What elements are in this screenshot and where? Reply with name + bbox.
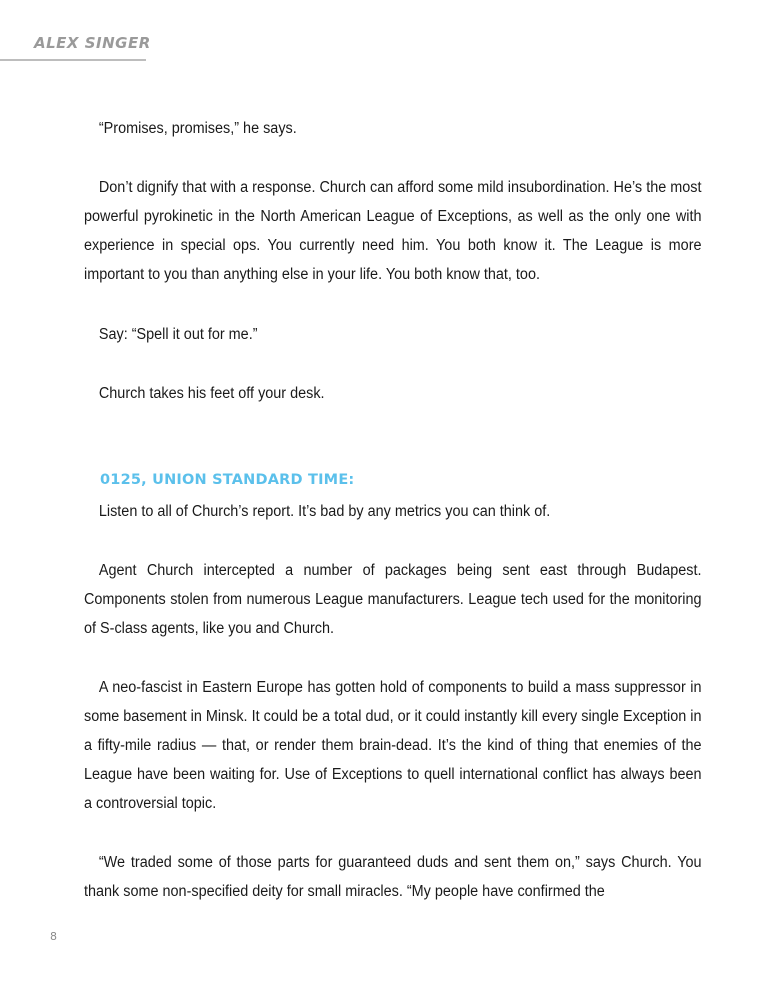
- paragraph-text: Say: “Spell it out for me.”: [98, 326, 258, 343]
- paragraph-text: Listen to all of Church’s report. It’s bad by any metrics you can think of.: [98, 503, 551, 520]
- paragraph-text: “Promises, promises,” he says.: [98, 120, 297, 137]
- paragraph-text: “We traded some of those parts for guaranteed duds and sent them on,” says Church. You thank some non-specified deity for small miracles. “My people have confirmed the: [84, 854, 702, 900]
- running-head-author: ALEX SINGER: [34, 34, 151, 52]
- paragraph-church-feet: [84, 379, 659, 408]
- section-heading-time: 0125, UNION STANDARD TIME:: [100, 472, 355, 488]
- paragraph-text: A neo-fascist in Eastern Europe has gotten hold of components to build a mass suppressor in some basement in Minsk. It could be a total dud, or it could instantly kill every single Exception in a fifty-mile radius — that, or render them brain-dead. It’s the kind of thing that enemies of the League have been waiting for. Use of Exceptions to quell international conflict has always been a controversial topic.: [84, 679, 702, 812]
- header-rule-divider: [0, 59, 146, 61]
- page-number: 8: [50, 930, 57, 943]
- paragraph-traded-parts: [84, 848, 702, 906]
- paragraph-spell-it-out: [84, 320, 659, 349]
- paragraph-text: Don’t dignify that with a response. Church can afford some mild insubordination. He’s the most powerful pyrokinetic in the North American League of Exceptions, as well as the only one with experience in special ops. You currently need him. You both know it. The League is more important to you than anything else in your life. You both know that, too.: [84, 179, 702, 283]
- paragraph-promises: [84, 114, 659, 143]
- paragraph-neo-fascist: [84, 673, 702, 818]
- paragraph-text: Church takes his feet off your desk.: [98, 385, 325, 402]
- paragraph-dignify: [84, 173, 702, 289]
- paragraph-listen: [84, 497, 659, 526]
- paragraph-agent-church: [84, 556, 702, 643]
- paragraph-text: Agent Church intercepted a number of packages being sent east through Budapest. Components stolen from numerous League manufacturers. League tech used for the monitoring of S-class agents, like you and Church.: [84, 562, 702, 637]
